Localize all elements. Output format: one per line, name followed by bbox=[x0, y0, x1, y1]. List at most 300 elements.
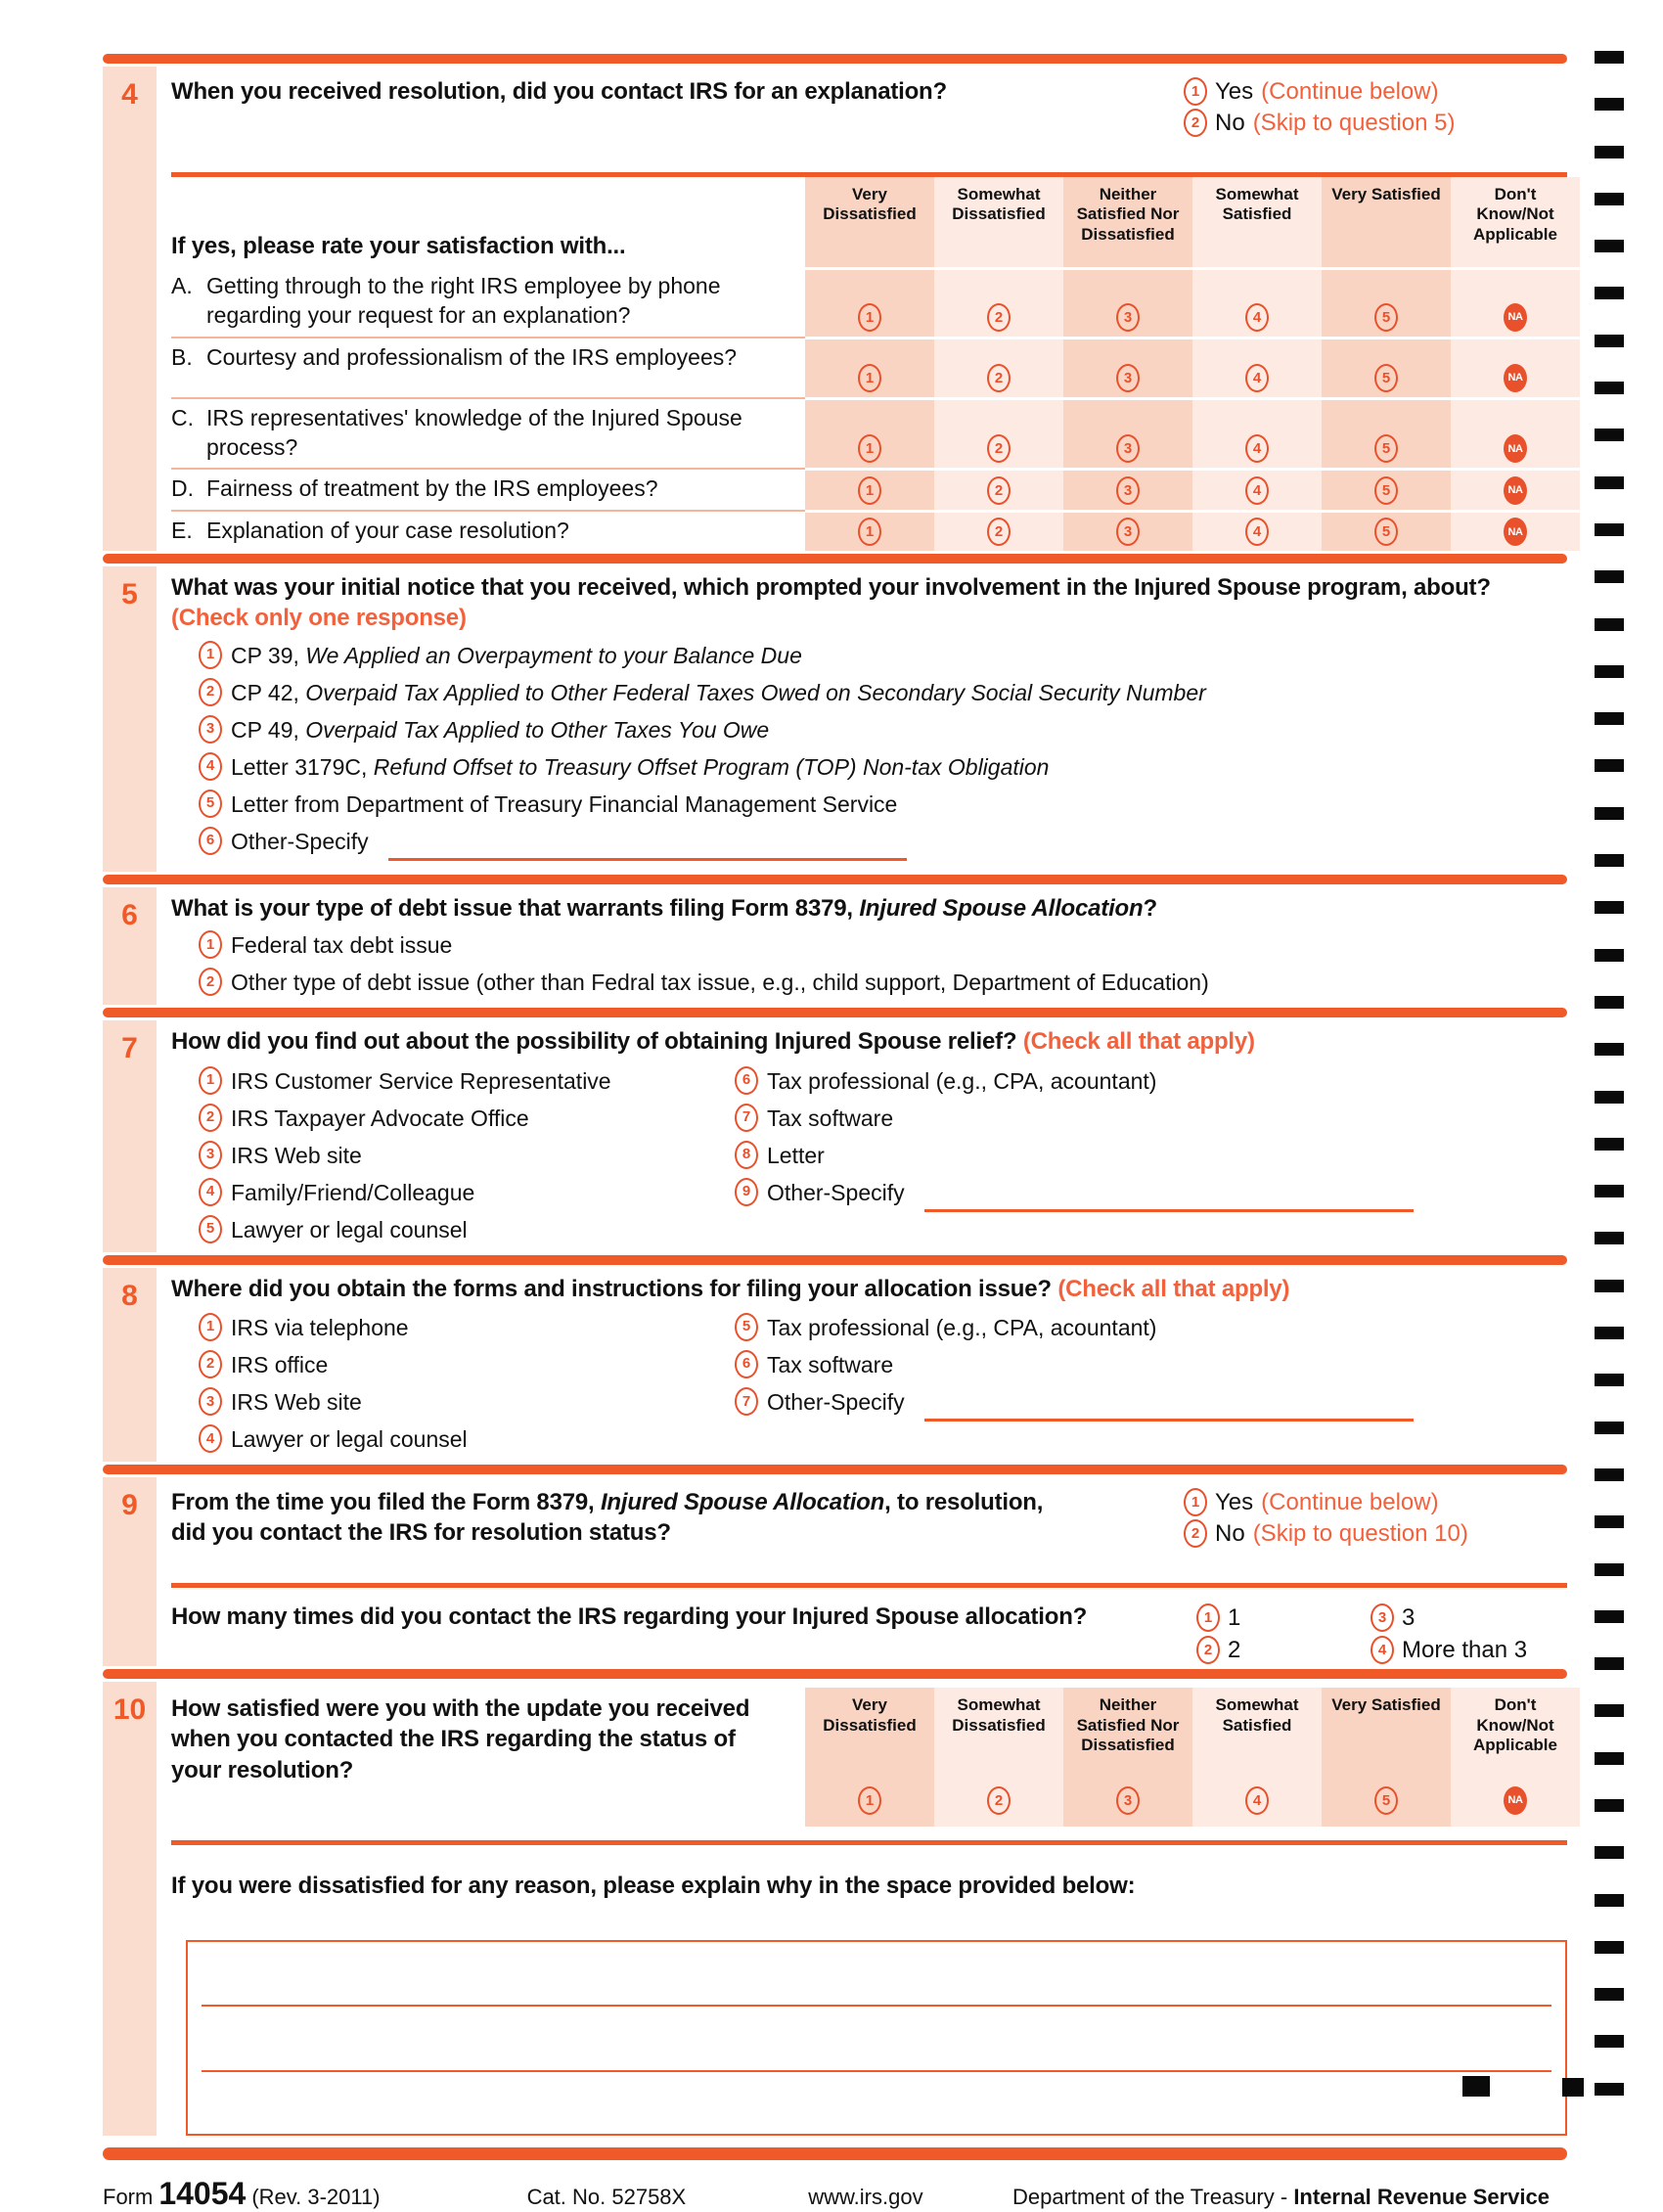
option-label: Yes bbox=[1215, 77, 1254, 105]
scale-column-header: Somewhat Dissatisfied bbox=[934, 177, 1063, 267]
q7-option-6[interactable] bbox=[735, 1066, 1567, 1097]
timing-mark bbox=[1595, 1468, 1624, 1481]
q9-count-options bbox=[1196, 1602, 1527, 1666]
q5-option-1[interactable] bbox=[199, 641, 1567, 671]
q8-option-7[interactable] bbox=[735, 1387, 1567, 1418]
timing-mark bbox=[1595, 1185, 1624, 1197]
rating-cell bbox=[1192, 267, 1322, 337]
q8-option-2[interactable] bbox=[199, 1350, 707, 1380]
other-specify-line[interactable] bbox=[388, 835, 907, 861]
section-divider bbox=[103, 875, 1567, 884]
q5-option-6[interactable] bbox=[199, 827, 1567, 857]
form-revision: (Rev. 3-2011) bbox=[251, 2185, 381, 2210]
option-note: (Continue below) bbox=[1261, 77, 1439, 105]
timing-mark bbox=[1595, 618, 1624, 631]
rating-na-circle[interactable]: NA bbox=[1504, 518, 1527, 546]
rating-2-circle[interactable]: 2 bbox=[987, 518, 1011, 546]
option-text: Tax software bbox=[767, 1352, 894, 1378]
q7-options-right bbox=[707, 1060, 1567, 1252]
timing-mark bbox=[1595, 854, 1624, 867]
q8-option-5[interactable] bbox=[735, 1313, 1567, 1343]
q8-option-1[interactable] bbox=[199, 1313, 707, 1343]
timing-mark bbox=[1595, 1280, 1624, 1292]
option-title-italic: We Applied an Overpayment to your Balance Due bbox=[305, 642, 802, 668]
rating-scale-header-with-circles bbox=[805, 1688, 1580, 1827]
q4-yes-no-options bbox=[1184, 72, 1567, 166]
option-2-circle[interactable]: 2 bbox=[199, 1104, 222, 1132]
option-text: Other-Specify bbox=[231, 828, 369, 854]
option-text: IRS office bbox=[231, 1352, 329, 1378]
option-text: Tax professional (e.g., CPA, acountant) bbox=[767, 1067, 1157, 1094]
rating-1-circle[interactable]: 1 bbox=[858, 434, 881, 463]
rating-3-circle[interactable]: 3 bbox=[1116, 1786, 1140, 1815]
q10-rating-block bbox=[171, 1688, 1567, 1827]
page-footer bbox=[103, 2176, 1567, 2212]
q4-rating-header-row bbox=[171, 177, 1567, 267]
q9-question: From the time you filed the Form 8379, Injured Spouse Allocation, to resolution, did you contact the IRS for resolution status? bbox=[171, 1489, 1044, 1547]
option-text: CP 49, bbox=[231, 716, 306, 743]
q7-instruction: (Check all that apply) bbox=[1022, 1028, 1255, 1056]
timing-mark bbox=[1595, 1846, 1624, 1859]
q5-question: What was your initial notice that you received, which prompted your involvement in the Injured Spouse program, about? bbox=[171, 574, 1491, 602]
rating-3-circle[interactable]: 3 bbox=[1116, 476, 1140, 505]
option-2-circle[interactable]: 2 bbox=[1196, 1636, 1220, 1664]
question-number-badge: 4 bbox=[103, 67, 157, 551]
question-number-badge: 8 bbox=[103, 1268, 157, 1462]
option-text: IRS Web site bbox=[231, 1142, 362, 1168]
rating-cells-row bbox=[805, 510, 1580, 551]
rating-na-circle[interactable]: NA bbox=[1504, 434, 1527, 463]
registration-square bbox=[1562, 2078, 1584, 2097]
rating-3-circle[interactable]: 3 bbox=[1116, 518, 1140, 546]
option-text: IRS Taxpayer Advocate Office bbox=[231, 1105, 529, 1131]
option-label: 1 bbox=[1228, 1603, 1241, 1631]
q7-option-9[interactable] bbox=[735, 1178, 1567, 1208]
q4-row-d bbox=[171, 468, 1567, 509]
q9-count-4[interactable] bbox=[1371, 1636, 1527, 1664]
timing-mark bbox=[1595, 807, 1624, 820]
q8-option-6[interactable] bbox=[735, 1350, 1567, 1380]
row-letter: A. bbox=[171, 273, 193, 298]
question-number-badge: 5 bbox=[103, 566, 157, 872]
option-note: (Skip to question 10) bbox=[1252, 1519, 1468, 1547]
rating-cell bbox=[1192, 510, 1322, 551]
q8-question: Where did you obtain the forms and instructions for filing your allocation issue? (Check all that apply) bbox=[171, 1275, 1290, 1302]
q4-row-e bbox=[171, 510, 1567, 551]
q4-option-no[interactable] bbox=[1184, 109, 1567, 137]
q8-instruction: (Check all that apply) bbox=[1057, 1275, 1290, 1302]
q7-option-1[interactable] bbox=[199, 1066, 707, 1097]
rating-5-circle[interactable]: 5 bbox=[1374, 303, 1398, 332]
writing-line bbox=[202, 2070, 1551, 2072]
rating-cell bbox=[934, 337, 1063, 397]
option-text: CP 42, bbox=[231, 679, 306, 705]
timing-mark bbox=[1595, 1563, 1624, 1576]
timing-mark bbox=[1595, 1610, 1624, 1623]
q4-row-c bbox=[171, 397, 1567, 469]
option-8-circle[interactable]: 8 bbox=[735, 1141, 758, 1169]
q6-option-2[interactable] bbox=[199, 968, 1567, 998]
timing-mark bbox=[1595, 98, 1624, 111]
q9-count-3[interactable] bbox=[1371, 1603, 1527, 1632]
rating-cell bbox=[934, 510, 1063, 551]
q7-option-8[interactable] bbox=[735, 1141, 1567, 1171]
timing-mark bbox=[1595, 570, 1624, 583]
option-1-circle[interactable]: 1 bbox=[199, 930, 222, 959]
rating-1-circle[interactable]: 1 bbox=[858, 518, 881, 546]
option-6-circle[interactable]: 6 bbox=[735, 1066, 758, 1095]
timing-mark bbox=[1595, 1232, 1624, 1244]
scale-column-header: Somewhat Dissatisfied 2 bbox=[934, 1688, 1063, 1827]
q8-options-right bbox=[707, 1306, 1567, 1462]
option-3-circle[interactable]: 3 bbox=[199, 1387, 222, 1416]
option-2-circle[interactable]: 2 bbox=[199, 968, 222, 996]
rating-4-circle[interactable]: 4 bbox=[1245, 434, 1269, 463]
rating-cell bbox=[1192, 337, 1322, 397]
department-line: Department of the Treasury - Internal Revenue Service bbox=[1011, 2185, 1550, 2210]
rating-cell bbox=[934, 468, 1063, 509]
row-text: Getting through to the right IRS employee by phone regarding your request for an explanation? bbox=[206, 273, 721, 329]
row-text: Fairness of treatment by the IRS employees? bbox=[206, 475, 658, 502]
timing-mark bbox=[1595, 523, 1624, 536]
timing-mark bbox=[1595, 1091, 1624, 1104]
timing-mark bbox=[1595, 1374, 1624, 1386]
option-2-circle[interactable]: 2 bbox=[1184, 109, 1207, 137]
other-specify-line[interactable] bbox=[924, 1395, 1414, 1422]
q10-question: How satisfied were you with the update you received when you contacted the IRS regarding the status of your resolution? bbox=[171, 1695, 750, 1783]
section-q7 bbox=[103, 1020, 1567, 1251]
rating-2-circle[interactable]: 2 bbox=[987, 1786, 1011, 1815]
rating-5-circle[interactable]: 5 bbox=[1374, 476, 1398, 505]
option-text: Lawyer or legal counsel bbox=[231, 1426, 468, 1453]
other-specify-line[interactable] bbox=[924, 1186, 1414, 1212]
timing-marks bbox=[1595, 51, 1624, 2096]
option-text: Federal tax debt issue bbox=[231, 932, 453, 959]
rating-cell bbox=[934, 267, 1063, 337]
registration-square bbox=[1462, 2076, 1490, 2097]
question-number-badge: 9 bbox=[103, 1477, 157, 1666]
timing-mark bbox=[1595, 193, 1624, 205]
irs-website[interactable]: www.irs.gov bbox=[808, 2185, 923, 2210]
timing-mark bbox=[1595, 2035, 1624, 2048]
scale-column-header: Very Satisfied bbox=[1322, 177, 1451, 267]
option-6-circle[interactable]: 6 bbox=[735, 1350, 758, 1378]
option-text: CP 39, bbox=[231, 642, 306, 668]
option-text: IRS Web site bbox=[231, 1389, 362, 1416]
q5-instruction: (Check only one response) bbox=[171, 605, 467, 632]
rating-cell bbox=[1451, 397, 1580, 469]
option-4-circle[interactable]: 4 bbox=[1371, 1636, 1394, 1664]
option-7-circle[interactable]: 7 bbox=[735, 1387, 758, 1416]
section-q5 bbox=[103, 566, 1567, 872]
option-9-circle[interactable]: 9 bbox=[735, 1178, 758, 1206]
section-divider bbox=[103, 1465, 1567, 1474]
option-text: Other-Specify bbox=[767, 1179, 905, 1205]
form-label: Form bbox=[103, 2185, 154, 2210]
option-title-italic: Overpaid Tax Applied to Other Federal Taxes Owed on Secondary Social Security Number bbox=[305, 679, 1206, 705]
section-q4 bbox=[103, 67, 1567, 551]
rating-cell bbox=[805, 337, 934, 397]
section-divider bbox=[103, 1669, 1567, 1679]
section-divider-top bbox=[103, 54, 1567, 64]
option-text: Other-Specify bbox=[767, 1389, 905, 1416]
option-note: (Continue below) bbox=[1261, 1488, 1439, 1515]
rating-na-circle[interactable]: NA bbox=[1504, 476, 1527, 505]
rating-cell bbox=[1192, 468, 1322, 509]
rating-4-circle[interactable]: 4 bbox=[1245, 364, 1269, 392]
rating-cell bbox=[805, 468, 934, 509]
row-letter: B. bbox=[171, 343, 193, 370]
option-text: Other type of debt issue (other than Fedral tax issue, e.g., child support, Department of Education) bbox=[231, 970, 1209, 996]
comment-box[interactable] bbox=[186, 1940, 1567, 2136]
rating-2-circle[interactable]: 2 bbox=[987, 434, 1011, 463]
option-text: Tax software bbox=[767, 1105, 894, 1131]
section-divider bbox=[103, 1255, 1567, 1265]
rating-cell bbox=[1451, 468, 1580, 509]
q5-option-4[interactable] bbox=[199, 752, 1567, 783]
rating-cell bbox=[805, 267, 934, 337]
question-number-badge: 10 bbox=[103, 1682, 157, 2136]
option-3-circle[interactable]: 3 bbox=[1371, 1603, 1394, 1632]
rating-4-circle[interactable]: 4 bbox=[1245, 476, 1269, 505]
timing-mark bbox=[1595, 1988, 1624, 2001]
form-content bbox=[103, 51, 1567, 2212]
option-label: 3 bbox=[1402, 1603, 1416, 1631]
option-title-italic: Overpaid Tax Applied to Other Taxes You Owe bbox=[305, 716, 770, 743]
scale-column-header: Neither Satisfied Nor Dissatisfied bbox=[1063, 177, 1192, 267]
rating-1-circle[interactable]: 1 bbox=[858, 303, 881, 332]
rating-3-circle[interactable]: 3 bbox=[1116, 364, 1140, 392]
timing-mark bbox=[1595, 759, 1624, 772]
q6-question: What is your type of debt issue that warrants filing Form 8379, Injured Spouse Allocation? bbox=[171, 895, 1157, 923]
rating-5-circle[interactable]: 5 bbox=[1374, 518, 1398, 546]
q7-options-left bbox=[171, 1060, 707, 1252]
rating-5-circle[interactable]: 5 bbox=[1374, 1786, 1398, 1815]
scale-column-header: Somewhat Satisfied bbox=[1192, 177, 1322, 267]
rating-1-circle[interactable]: 1 bbox=[858, 1786, 881, 1815]
scale-column-header: Don't Know/Not Applicable NA bbox=[1451, 1688, 1580, 1827]
timing-mark bbox=[1595, 1138, 1624, 1151]
rating-cell bbox=[1322, 468, 1451, 509]
q7-option-7[interactable] bbox=[735, 1104, 1567, 1134]
rating-cell bbox=[1192, 397, 1322, 469]
q4-option-yes[interactable] bbox=[1184, 77, 1567, 106]
q6-options bbox=[171, 930, 1567, 998]
timing-mark bbox=[1595, 240, 1624, 252]
timing-mark bbox=[1595, 1799, 1624, 1812]
scale-column-header: Somewhat Satisfied 4 bbox=[1192, 1688, 1322, 1827]
row-text: IRS representatives' knowledge of the Injured Spouse process? bbox=[206, 404, 742, 461]
option-text: IRS via telephone bbox=[231, 1315, 409, 1341]
q7-question: How did you find out about the possibility of obtaining Injured Spouse relief? (Check all that apply) bbox=[171, 1028, 1255, 1056]
timing-mark bbox=[1595, 429, 1624, 441]
q7-option-5[interactable] bbox=[199, 1215, 707, 1245]
timing-mark bbox=[1595, 476, 1624, 489]
rating-2-circle[interactable]: 2 bbox=[987, 476, 1011, 505]
scale-column-header: Very Dissatisfied 1 bbox=[805, 1688, 934, 1827]
row-letter: E. bbox=[171, 517, 193, 543]
q5-options bbox=[171, 641, 1567, 857]
option-7-circle[interactable]: 7 bbox=[735, 1104, 758, 1132]
rating-cell bbox=[1451, 337, 1580, 397]
timing-mark bbox=[1595, 996, 1624, 1009]
option-4-circle[interactable]: 4 bbox=[199, 1178, 222, 1206]
timing-mark bbox=[1595, 1657, 1624, 1670]
option-1-circle[interactable]: 1 bbox=[199, 641, 222, 669]
timing-mark bbox=[1595, 1422, 1624, 1434]
option-2-circle[interactable]: 2 bbox=[199, 678, 222, 706]
rating-cell bbox=[1063, 510, 1192, 551]
scale-column-header: Neither Satisfied Nor Dissatisfied 3 bbox=[1063, 1688, 1192, 1827]
catalog-number: Cat. No. 52758X bbox=[526, 2185, 687, 2210]
timing-mark bbox=[1595, 1704, 1624, 1717]
rating-cells-row bbox=[805, 337, 1580, 397]
rating-cells-row bbox=[805, 468, 1580, 509]
rating-cell bbox=[1063, 468, 1192, 509]
option-3-circle[interactable]: 3 bbox=[199, 715, 222, 744]
option-1-circle[interactable]: 1 bbox=[1184, 1488, 1207, 1516]
scale-column-header: Don't Know/Not Applicable bbox=[1451, 177, 1580, 267]
rating-cells-row bbox=[805, 267, 1580, 337]
option-4-circle[interactable]: 4 bbox=[199, 1424, 222, 1453]
option-5-circle[interactable]: 5 bbox=[199, 1215, 222, 1243]
option-1-circle[interactable]: 1 bbox=[1184, 77, 1207, 106]
option-text: Lawyer or legal counsel bbox=[231, 1216, 468, 1242]
option-2-circle[interactable]: 2 bbox=[1184, 1519, 1207, 1548]
q9-option-yes[interactable] bbox=[1184, 1488, 1567, 1516]
rating-2-circle[interactable]: 2 bbox=[987, 364, 1011, 392]
rating-cell bbox=[1451, 510, 1580, 551]
section-q10 bbox=[103, 1682, 1567, 2136]
option-4-circle[interactable]: 4 bbox=[199, 752, 222, 781]
section-divider bbox=[103, 554, 1567, 564]
timing-mark bbox=[1595, 1752, 1624, 1765]
q7-option-4[interactable] bbox=[199, 1178, 707, 1208]
option-6-circle[interactable]: 6 bbox=[199, 827, 222, 855]
q8-option-4[interactable] bbox=[199, 1424, 707, 1455]
rating-na-circle[interactable]: NA bbox=[1504, 303, 1527, 332]
q7-option-3[interactable] bbox=[199, 1141, 707, 1171]
rating-5-circle[interactable]: 5 bbox=[1374, 364, 1398, 392]
section-divider bbox=[103, 1008, 1567, 1017]
timing-mark bbox=[1595, 901, 1624, 914]
rating-2-circle[interactable]: 2 bbox=[987, 303, 1011, 332]
timing-mark bbox=[1595, 51, 1624, 64]
q10-comment-prompt: If you were dissatisfied for any reason, please explain why in the space provided below: bbox=[171, 1873, 1136, 1900]
q8-option-3[interactable] bbox=[199, 1387, 707, 1418]
rating-1-circle[interactable]: 1 bbox=[858, 476, 881, 505]
rating-cell bbox=[1451, 267, 1580, 337]
q9-option-no[interactable] bbox=[1184, 1519, 1567, 1548]
section-q8 bbox=[103, 1268, 1567, 1462]
q5-option-3[interactable] bbox=[199, 715, 1567, 745]
rating-na-circle[interactable]: NA bbox=[1504, 1786, 1527, 1815]
timing-mark bbox=[1595, 712, 1624, 725]
timing-mark bbox=[1595, 335, 1624, 347]
option-text: Letter bbox=[767, 1142, 825, 1168]
option-1-circle[interactable]: 1 bbox=[199, 1066, 222, 1095]
q8-options-left bbox=[171, 1306, 707, 1462]
rating-5-circle[interactable]: 5 bbox=[1374, 434, 1398, 463]
timing-mark bbox=[1595, 1327, 1624, 1339]
timing-mark bbox=[1595, 146, 1624, 158]
question-number-badge: 6 bbox=[103, 887, 157, 1005]
q9-count-1[interactable] bbox=[1196, 1603, 1371, 1632]
q9-internal-divider bbox=[171, 1583, 1567, 1588]
rating-cells-row bbox=[805, 397, 1580, 469]
timing-mark bbox=[1595, 287, 1624, 299]
scale-column-header: Very Satisfied 5 bbox=[1322, 1688, 1451, 1827]
option-note: (Skip to question 5) bbox=[1252, 109, 1456, 136]
rating-cell bbox=[1063, 267, 1192, 337]
option-text: IRS Customer Service Representative bbox=[231, 1067, 611, 1094]
timing-mark bbox=[1595, 1515, 1624, 1528]
question-number-badge: 7 bbox=[103, 1020, 157, 1251]
q6-option-1[interactable] bbox=[199, 930, 1567, 961]
q10-internal-divider bbox=[171, 1840, 1567, 1845]
row-text: Courtesy and professionalism of the IRS employees? bbox=[206, 343, 738, 370]
q5-option-5[interactable] bbox=[199, 790, 1567, 820]
q9-yes-no-options bbox=[1184, 1483, 1567, 1577]
timing-mark bbox=[1595, 1043, 1624, 1056]
option-5-circle[interactable]: 5 bbox=[735, 1313, 758, 1341]
row-letter: C. bbox=[171, 404, 194, 430]
q5-option-2[interactable] bbox=[199, 678, 1567, 708]
section-q9 bbox=[103, 1477, 1567, 1666]
rating-1-circle[interactable]: 1 bbox=[858, 364, 881, 392]
q4-sub-prompt: If yes, please rate your satisfaction with... bbox=[171, 232, 626, 259]
rating-cell bbox=[934, 397, 1063, 469]
rating-3-circle[interactable]: 3 bbox=[1116, 303, 1140, 332]
option-1-circle[interactable]: 1 bbox=[1196, 1603, 1220, 1632]
rating-4-circle[interactable]: 4 bbox=[1245, 303, 1269, 332]
bottom-rule bbox=[103, 2147, 1567, 2160]
row-letter: D. bbox=[171, 475, 194, 502]
option-2-circle[interactable]: 2 bbox=[199, 1350, 222, 1378]
form-number: 14054 bbox=[158, 2176, 247, 2212]
timing-mark bbox=[1595, 949, 1624, 962]
rating-na-circle[interactable]: NA bbox=[1504, 364, 1527, 392]
option-text: Family/Friend/Colleague bbox=[231, 1179, 475, 1205]
rating-cell bbox=[1322, 337, 1451, 397]
rating-4-circle[interactable]: 4 bbox=[1245, 518, 1269, 546]
q4-question: When you received resolution, did you contact IRS for an explanation? bbox=[171, 78, 947, 105]
option-label: 2 bbox=[1228, 1636, 1241, 1663]
q9-count-2[interactable] bbox=[1196, 1636, 1371, 1664]
option-label: No bbox=[1215, 109, 1245, 136]
rating-cell bbox=[1322, 267, 1451, 337]
timing-mark bbox=[1595, 382, 1624, 394]
rating-cell bbox=[1322, 510, 1451, 551]
timing-mark bbox=[1595, 2083, 1624, 2096]
option-label: More than 3 bbox=[1402, 1636, 1528, 1663]
writing-line bbox=[202, 2005, 1551, 2007]
rating-4-circle[interactable]: 4 bbox=[1245, 1786, 1269, 1815]
timing-mark bbox=[1595, 1941, 1624, 1954]
rating-cell bbox=[1063, 337, 1192, 397]
q9-sub-question: How many times did you contact the IRS regarding your Injured Spouse allocation? bbox=[171, 1603, 1088, 1631]
option-3-circle[interactable]: 3 bbox=[199, 1141, 222, 1169]
option-5-circle[interactable]: 5 bbox=[199, 790, 222, 818]
rating-cell bbox=[1063, 397, 1192, 469]
option-label: No bbox=[1215, 1519, 1245, 1547]
rating-3-circle[interactable]: 3 bbox=[1116, 434, 1140, 463]
timing-mark bbox=[1595, 665, 1624, 678]
timing-mark bbox=[1595, 1894, 1624, 1907]
option-text: Letter from Department of Treasury Financial Management Service bbox=[231, 790, 898, 817]
q7-option-2[interactable] bbox=[199, 1104, 707, 1134]
option-1-circle[interactable]: 1 bbox=[199, 1313, 222, 1341]
